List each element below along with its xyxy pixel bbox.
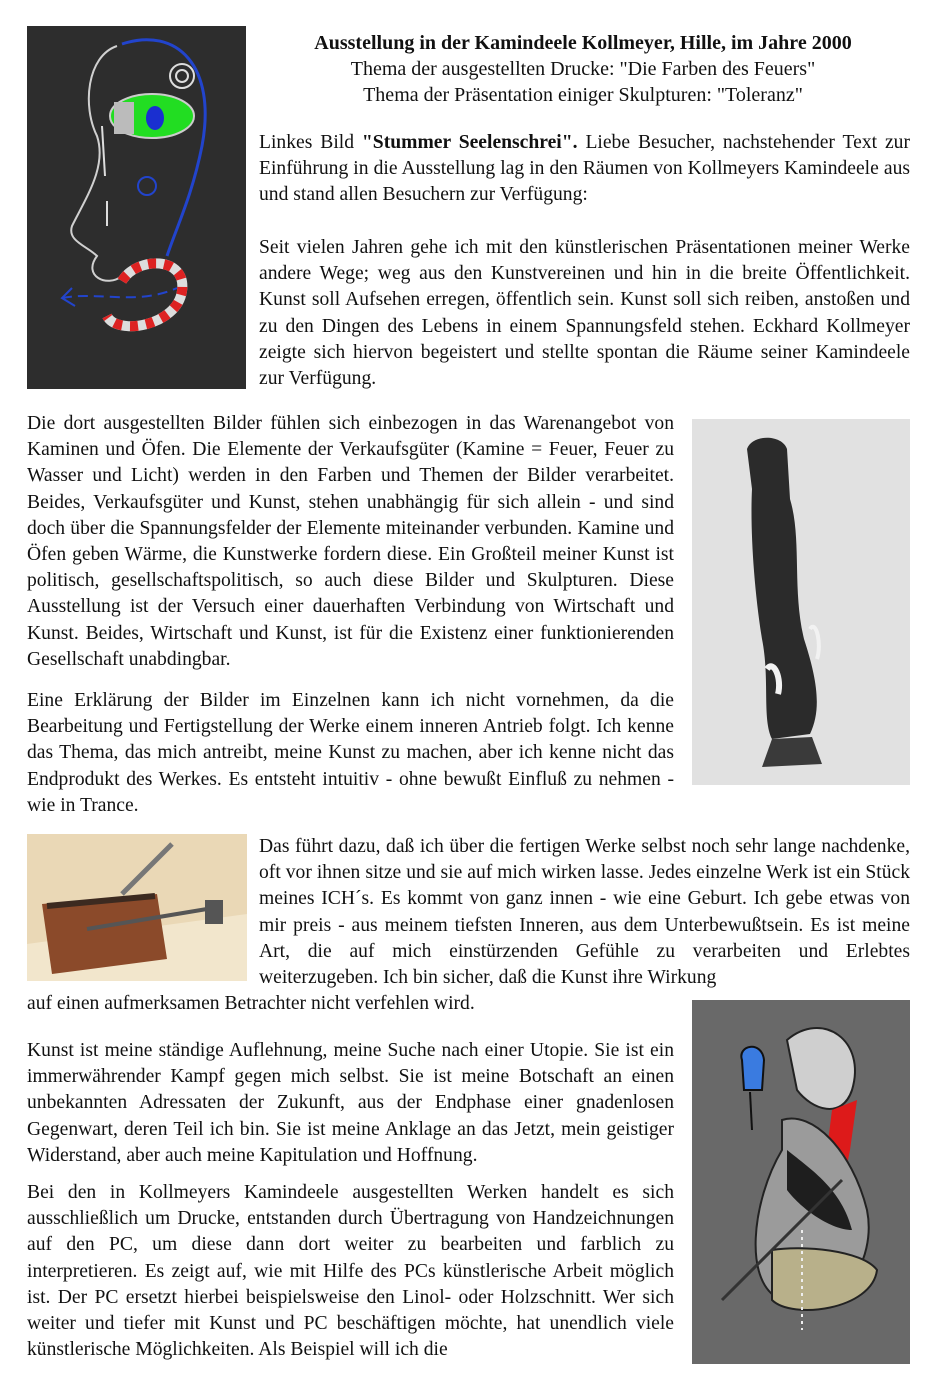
prints-theme: Thema der ausgestellten Drucke: "Die Farben des Feuers" bbox=[350, 58, 816, 80]
paragraph-reflection: Das führt dazu, daß ich über die fertigen Werke selbst noch sehr lange nachdenke, oft vor ihnen sitze und sie auf mich wirken lasse. Jedes einzelne Werk ist ein Stück meines ICH´s. Es kommt von ganz innen - wie eine Geburt. Ich gebe etwas von mir preis - aus meinem tiefsten Inneren, aus dem Unterbewußtsein. Es ist meine Art, die auf mich einstürzenden Gefühle zu verarbeiten und Erlebtes weiterzugeben. Ich bin sicher, daß die Kunst ihre Wirkung bbox=[259, 836, 910, 989]
sculpture-photo bbox=[692, 419, 910, 785]
paragraph-exhibited-pictures: Die dort ausgestellten Bilder fühlen sich einbezogen in das Warenangebot von Kaminen und Öfen. Die Elemente der Verkaufsgüter (Kamine = Feuer, Feuer zu Wasser und Licht) werden in den Farben und Themen der Bilder verarbeitet. Beides, Verkaufsgüter und Kunst, stehen unabhängig für sich allein - und sind doch über die Spannungsfelder der Elemente miteinander verbunden. Kamine und Öfen geben Wärme, die Kunstwerke fordern diese. Ein Großteil meiner Kunst ist politisch, gesellschaftspolitisch, so auch diese Bilder und Skulpturen. Diese Ausstellung ist der Versuch einer dauerhaften Verbindung von Wirtschaft und Kunst. Beides, Wirtschaft und Kunst, ist für die Existenz einer funktionierenden Gesellschaft unabdingbar. bbox=[27, 413, 674, 670]
paragraph-reflection-end: auf einen aufmerksamen Betrachter nicht verfehlen wird. bbox=[27, 993, 475, 1014]
page-header bbox=[258, 30, 908, 108]
metal-sculpture-photo bbox=[27, 834, 247, 981]
paragraph-public-presentation: Seit vielen Jahren gehe ich mit den künstlerischen Präsentationen meiner Werke andere Wege; weg aus den Kunstvereinen und hin in die breite Öffentlichkeit. Kunst soll Aufsehen erregen, öffentlich sein. Kunst soll sich reiben, anstoßen und zu den Dingen des Lebens in einem Spannungsfeld stehen. Eckhard Kollmeyer zeigte sich hiervon begeistert und stellte spontan die Räume seiner Kamindeele zur Verfügung. bbox=[259, 237, 910, 390]
artwork-figure bbox=[692, 1000, 910, 1364]
paragraph-utopia: Kunst ist meine ständige Auflehnung, meine Suche nach einer Utopie. Sie ist ein immerwährender Kampf gegen mich selbst. Sie ist meine Botschaft an einen unbekannten Adressaten der Zukunft, aus der Endphase einer gnadenlosen Gegenwart, deren Teil ich bin. Sie ist meine Anklage an das Jetzt, mein geistiger Widerstand, aber auch meine Kapitulation und Hoffnung. bbox=[27, 1040, 674, 1166]
exhibition-title: Ausstellung in der Kamindeele Kollmeyer, Hille, im Jahre 2000 bbox=[314, 32, 852, 54]
paragraph-prints: Bei den in Kollmeyers Kamindeele ausgestellten Werken handelt es sich ausschließlich um Drucke, entstanden durch Übertragung von Handzeichnungen auf den PC, um diese dann dort weiter zu bearbeiten und farblich zu interpretieren. Es zeigt auf, wie mit Hilfe des PCs künstlerische Arbeit möglich ist. Der PC ersetzt hierbei beispielsweise den Linol- oder Holzschnitt. Wer sich weiter und tiefer mit Kunst und PC beschäftigen möchte, hat unendlich viele künstlerische Möglichkeiten. Als Beispiel will ich die bbox=[27, 1182, 674, 1361]
intro-lead: Linkes Bild bbox=[259, 132, 362, 153]
sculptures-theme: Thema der Präsentation einiger Skulpturen: "Toleranz" bbox=[363, 84, 803, 106]
artwork-stummer-seelenschrei bbox=[27, 26, 246, 389]
paragraph-explanation: Eine Erklärung der Bilder im Einzelnen kann ich nicht vornehmen, da die Bearbeitung und Fertigstellung der Werke einem inneren Antrieb folgt. Ich kenne das Thema, das mich antreibt, meine Kunst zu machen, aber ich kenne nicht das Endprodukt des Werkes. Es entsteht intuitiv - ohne bewußt Einfluß zu nehmen - wie in Trance. bbox=[27, 690, 674, 816]
intro-paragraph bbox=[259, 130, 910, 209]
artwork-title: "Stummer Seelenschrei". bbox=[361, 132, 578, 153]
intro-rest: Liebe Besucher, nachstehender Text zur Einführung in die Ausstellung lag in den Räumen von Kollmeyers Kamindeele aus und stand allen Besuchern zur Verfügung: bbox=[259, 132, 910, 206]
